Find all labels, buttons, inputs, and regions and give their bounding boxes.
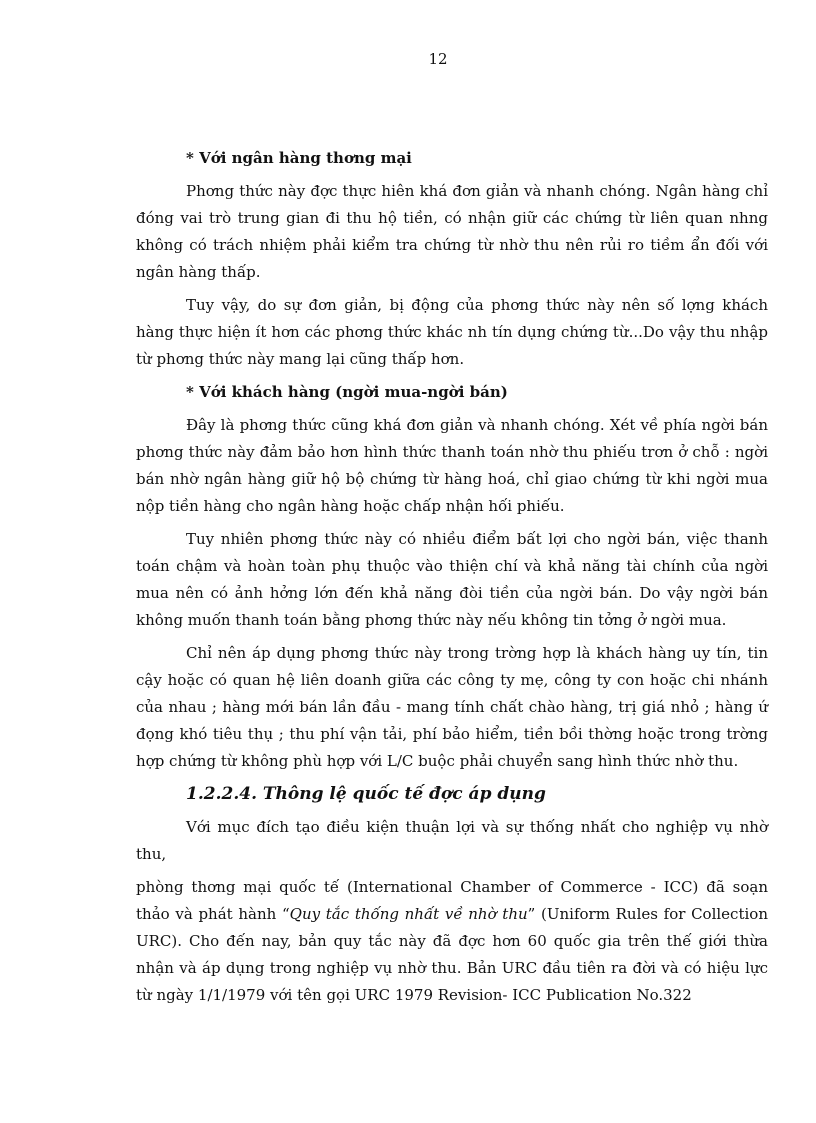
page-content	[136, 145, 768, 1015]
bank-paragraph-2: Tuy vậy, do sự đơn giản, bị động của phơng thức này nên số lợng khách hàng thực hiện ít hơn các phơng thức khác nh tín dụng chứng từ...Do vậy thu nhập từ phơng thức này mang lại cũng thấp hơn.	[136, 296, 768, 368]
intl-paragraph-2	[136, 874, 768, 1009]
intl-paragraph-2-end: ” (Uniform Rules for Collection URC). Cho đến nay, bản quy tắc này đã đợc hơn 60 quốc gia trên thế giới thừa nhận và áp dụng trong nghiệp vụ nhờ thu. Bản URC đầu tiên ra đời và có hiệu lực từ ngày 1/1/1979 với tên gọi URC 1979 Revision- ICC Publication No.322	[136, 905, 768, 1004]
client-subheading: * Với khách hàng (ngời mua-ngời bán)	[186, 383, 508, 401]
client-paragraph-1: Đây là phơng thức cũng khá đơn giản và nhanh chóng. Xét về phía ngời bán phơng thức này đảm bảo hơn hình thức thanh toán nhờ thu phiếu trơn ở chỗ : ngời bán nhờ ngân hàng giữ hộ bộ chứng từ hàng hoá, chỉ giao chứng từ khi ngời mua nộp tiền hàng cho ngân hàng hoặc chấp nhận hối phiếu.	[136, 416, 768, 515]
page-number: 12	[428, 50, 448, 68]
urc-title: Quy tắc thống nhất về nhờ thu	[289, 905, 528, 923]
client-paragraph-3: Chỉ nên áp dụng phơng thức này trong trờng hợp là khách hàng uy tín, tin cậy hoặc có quan hệ liên doanh giữa các công ty mẹ, công ty con hoặc chi nhánh của nhau ; hàng mới bán lần đầu - mang tính chất chào hàng, trị giá nhỏ ; hàng ứ đọng khó tiêu thụ ; thu phí vận tải, phí bảo hiểm, tiền bồi thờng hoặc trong trờng hợp chứng từ không phù hợp với L/C buộc phải chuyển sang hình thức nhờ thu.	[136, 644, 768, 770]
intl-paragraph-1: Với mục đích tạo điều kiện thuận lợi và sự thống nhất cho nghiệp vụ nhờ thu,	[136, 818, 768, 863]
client-paragraph-2: Tuy nhiên phơng thức này có nhiều điểm bất lợi cho ngời bán, việc thanh toán chậm và hoàn toàn phụ thuộc vào thiện chí và khả năng tài chính của ngời mua nên có ảnh hởng lớn đến khả năng đòi tiền của ngời bán. Do vậy ngời bán không muốn thanh toán bằng phơng thức này nếu không tin tởng ở ngời mua.	[136, 530, 768, 629]
intl-paragraph-2-start: phòng thơng mại quốc tế (International Chamber of Commerce - ICC) đã soạn thảo và phát hành “	[136, 878, 768, 923]
section-heading: 1.2.2.4. Thông lệ quốc tế đợc áp dụng	[186, 784, 546, 804]
bank-paragraph-1: Phơng thức này đợc thực hiên khá đơn giản và nhanh chóng. Ngân hàng chỉ đóng vai trò trung gian đi thu hộ tiền, có nhận giữ các chứng từ liên quan nhng không có trách nhiệm phải kiểm tra chứng từ nhờ thu nên rủi ro tiềm ẩn đối với ngân hàng thấp.	[136, 182, 768, 281]
bank-subheading: * Với ngân hàng thơng mại	[186, 149, 412, 167]
